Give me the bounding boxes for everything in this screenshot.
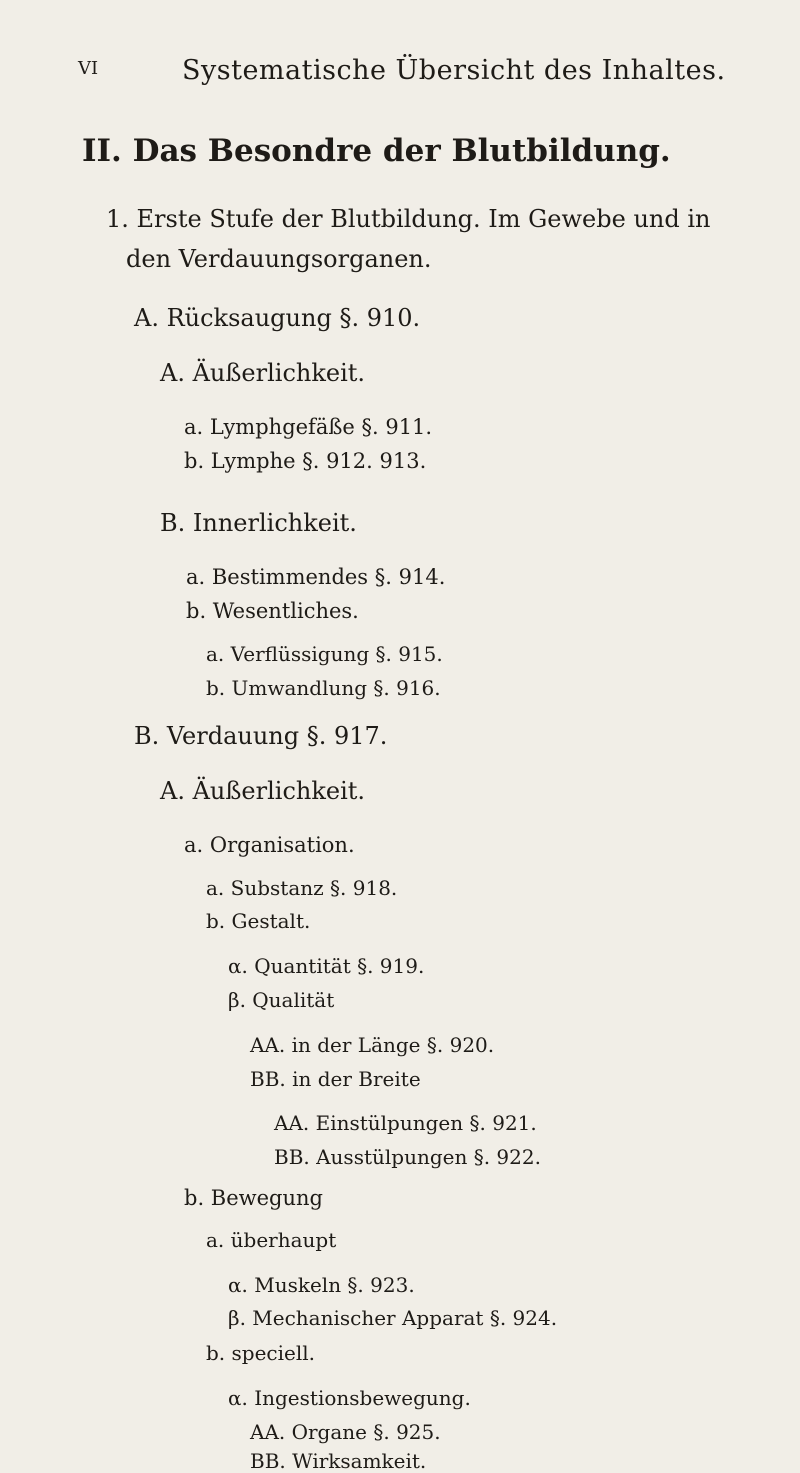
section-title: II. Das Besondre der Blutbildung.: [82, 133, 671, 169]
toc-line: AA. Organe §. 925.: [250, 1420, 441, 1444]
toc-line: B. Verdauung §. 917.: [134, 722, 388, 750]
toc-line: b. speciell.: [206, 1341, 316, 1365]
toc-line: A. Äußerlichkeit.: [160, 777, 366, 805]
toc-line: AA. Einstülpungen §. 921.: [274, 1111, 537, 1135]
toc-line: b. Umwandlung §. 916.: [206, 676, 441, 700]
toc-line: AA. in der Länge §. 920.: [250, 1033, 495, 1057]
page-number: VI: [78, 58, 99, 79]
toc-line: a. Substanz §. 918.: [206, 876, 398, 900]
toc-line: B. Innerlichkeit.: [160, 509, 357, 537]
toc-line: β. Mechanischer Apparat §. 924.: [228, 1306, 558, 1330]
toc-line: a. Organisation.: [184, 833, 355, 857]
toc-line: BB. Wirksamkeit.: [250, 1449, 427, 1473]
toc-line: β. Qualität: [228, 988, 335, 1012]
toc-line: BB. in der Breite: [250, 1067, 421, 1091]
toc-line: α. Ingestionsbewegung.: [228, 1386, 471, 1410]
toc-line: BB. Ausstülpungen §. 922.: [274, 1145, 541, 1169]
toc-line: den Verdauungsorganen.: [126, 245, 432, 273]
toc-line: 1. Erste Stufe der Blutbildung. Im Gewebe und in: [106, 205, 711, 233]
toc-line: b. Wesentliches.: [186, 599, 359, 623]
toc-line: a. Bestimmendes §. 914.: [186, 565, 446, 589]
toc-line: A. Äußerlichkeit.: [160, 359, 366, 387]
toc-line: a. überhaupt: [206, 1228, 337, 1252]
toc-line: A. Rücksaugung §. 910.: [134, 304, 421, 332]
toc-line: b. Lymphe §. 912. 913.: [184, 449, 427, 473]
toc-line: α. Quantität §. 919.: [228, 954, 425, 978]
toc-line: a. Lymphgefäße §. 911.: [184, 415, 433, 439]
toc-line: a. Verflüssigung §. 915.: [206, 642, 443, 666]
toc-line: b. Bewegung: [184, 1186, 323, 1210]
running-title: Systematische Übersicht des Inhaltes.: [182, 55, 726, 86]
toc-line: α. Muskeln §. 923.: [228, 1273, 415, 1297]
toc-line: b. Gestalt.: [206, 909, 311, 933]
